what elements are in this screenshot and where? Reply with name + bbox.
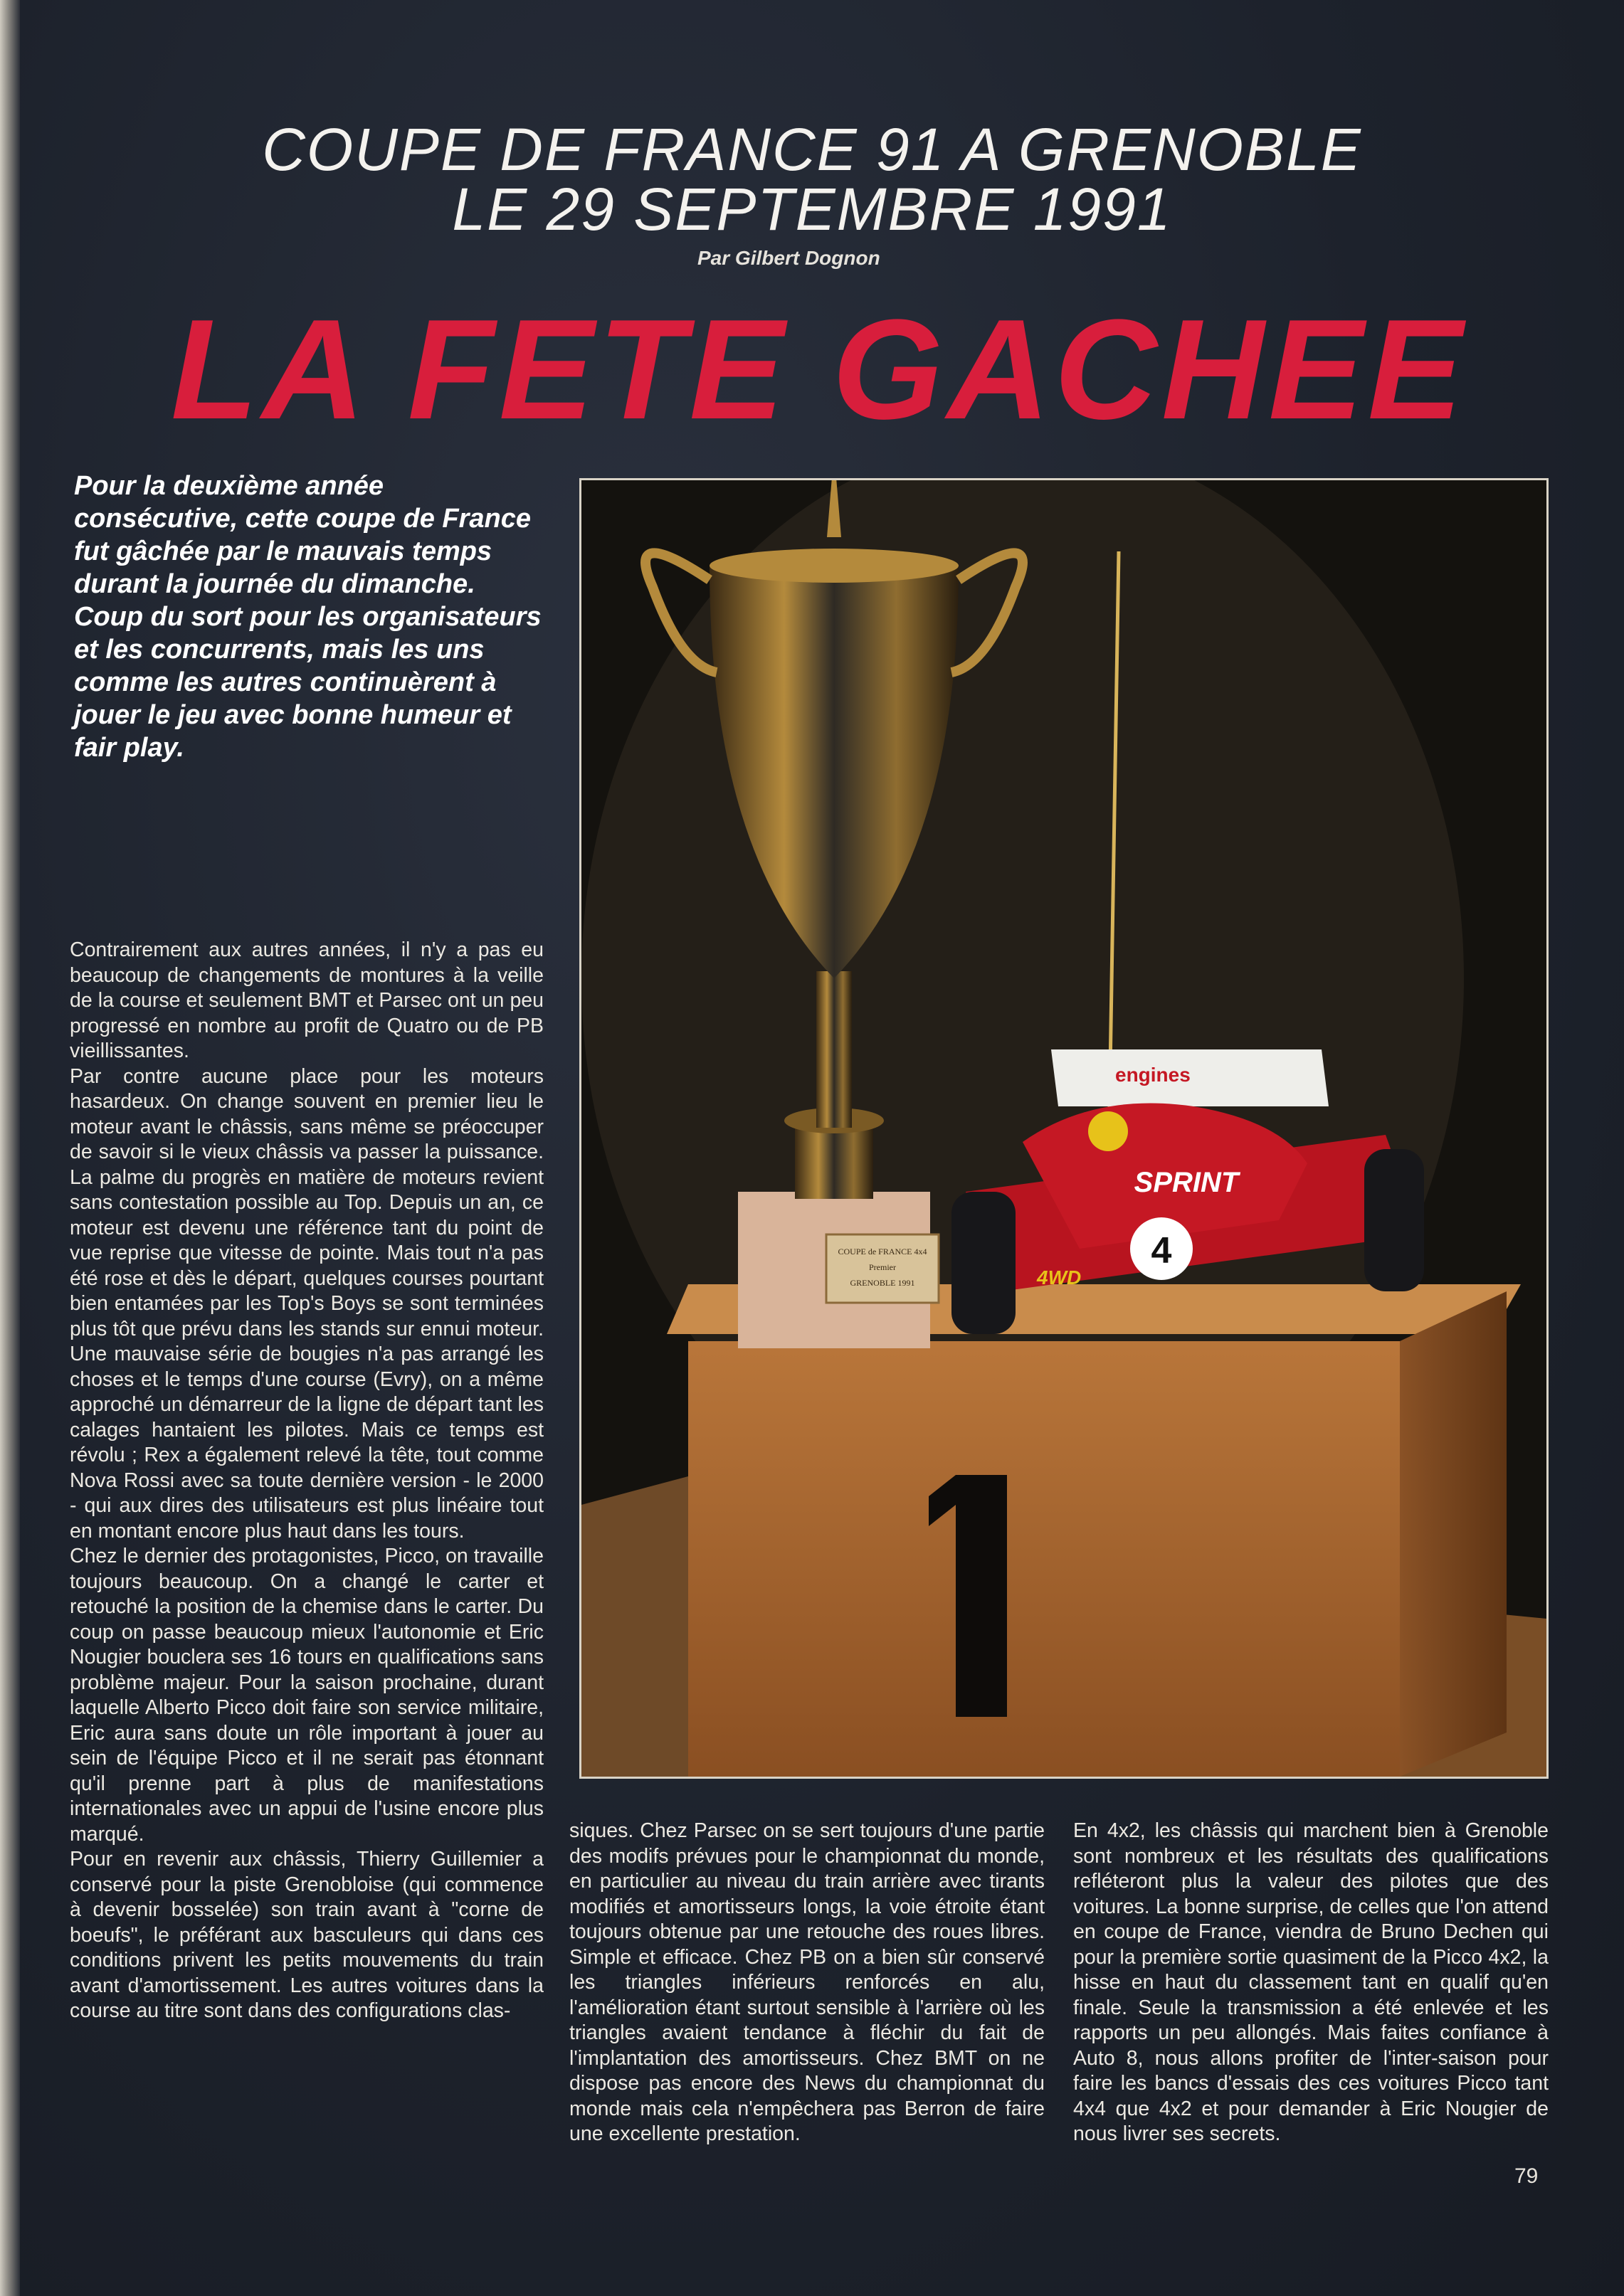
trophy-podium-illustration [581,480,1546,1777]
svg-text:GRENOBLE 1991: GRENOBLE 1991 [850,1278,915,1288]
svg-text:Premier: Premier [869,1262,896,1272]
intro-paragraph-2: Coup du sort pour les organisateurs et les concurrents, mais les uns comme les autres continuèrent à jouer le jeu avec bonne humeur et fair play. [74,602,542,763]
byline: Par Gilbert Dognon [697,247,880,269]
body-column-2 [569,1819,1045,2147]
body-paragraph: Par contre aucune place pour les moteurs hasardeux. On change souvent en premier lieu le moteur avant le châssis, sans même se préoccuper de savoir si le vieux châssis va passer la puissance. La palme du progrès en matière de moteurs revient sans contestation possible au Top. Depuis un an, ce moteur est devenu une référence tant du point de vue reprise que vitesse de pointe. Mais tout n'a pas été rose et dès le départ, quelques courses pourtant bien entamées par les Top's Boys se sont terminées plus tôt que prévu dans les stands sur ennui moteur. Une mauvaise série de bougies n'a pas arrangé les choses et le temps d'une course (Evry), on a même approché un démarreur de la ligne de départ tant les calages hantaient les pilotes. Mais ce temps est révolu ; Rex a également relevé la tête, tout comme Nova Rossi avec sa toute dernière version - le 2000 - qui aux dires des utilisateurs est plus linéaire tout en montant encore plus haut dans les tours. [70,1064,544,1543]
kicker-line-2: LE 29 SEPTEMBRE 1991 [452,176,1172,243]
body-column-3 [1073,1819,1549,2147]
intro-standfirst [74,470,551,764]
kicker-line-1: COUPE DE FRANCE 91 A GRENOBLE [262,116,1362,183]
body-paragraph: Contrairement aux autres années, il n'y a pas eu beaucoup de changements de montures à la veille de la course et seulement BMT et Parsec ont un peu progressé en nombre au profit de Quatro ou de PB vieillissantes. [70,938,544,1062]
body-paragraph: Pour en revenir aux châssis, Thierry Guillemier a conservé pour la piste Grenobloise (qui commence à devenir bosselée) son train avant à "corne de boeufs", le préférant aux basculeurs qui dans ces conditions privent les petits mouvements du train avant d'amortissement. Les autres voitures dans la course au titre sont dans des configurations clas- [70,1848,544,2022]
svg-text:COUPE de FRANCE 4x4: COUPE de FRANCE 4x4 [838,1247,927,1257]
podium-number-shape [956,1475,1007,1717]
headline: LA FETE GACHEE [171,290,1467,449]
body-column-1 [70,938,544,2024]
svg-text:4WD: 4WD [1037,1266,1082,1289]
svg-text:4: 4 [1151,1230,1172,1271]
page-binding-edge [0,0,20,2296]
trophy-photo [579,478,1549,1779]
body-paragraph: Chez le dernier des protagonistes, Picco, on travaille toujours beaucoup. On a changé le carter et retouché la position de la chemise dans le carter. Du coup on passe beaucoup mieux l'autonomie et Eric Nougier bouclera ses 16 tours en qualifications sans problème majeur. Pour la saison prochaine, durant laquelle Alberto Picco doit faire son service militaire, Eric aura sans doute un rôle important à jouer au sein de l'équipe Picco et il ne serait pas étonnant qu'il prenne part à plus de manifestations internationales avec un appui de l'usine encore plus marqué. [70,1545,544,1846]
svg-text:engines: engines [1115,1064,1191,1086]
body-paragraph: En 4x2, les châssis qui marchent bien à Grenoble sont nombreux et les résultats des qualifications refléteront plus la valeur des pilotes que des voitures. La bonne surprise, de celles que l'on attend en coupe de France, viendra de Bruno Dechen qui pour la première sortie quasiment de la Picco 4x2, la hisse en haut du classement tant en qualif qu'en finale. Seule la transmission a été enlevée et les rapports un peu allongés. Mais faites confiance à Auto 8, nous allons profiter de l'inter-saison pour faire les bancs d'essais des ces voitures Picco tant 4x4 que 4x2 et pour demander à Eric Nougier de nous livrer ses secrets. [1073,1819,1549,2145]
page-number: 79 [1514,2164,1539,2188]
svg-text:SPRINT: SPRINT [1134,1167,1239,1198]
intro-paragraph-1: Pour la deuxième année consécutive, cette coupe de France fut gâchée par le mauvais temps durant la journée du dimanche. [74,471,532,599]
body-paragraph: siques. Chez Parsec on se sert toujours d'une partie des modifs prévues pour le championnat du monde, en particulier au niveau du train arrière avec tirants modifiés et amortisseurs longs, la voie étroite étant toujours obtenue par une retouche des roues libres. Simple et efficace. Chez PB on a bien sûr conservé les triangles inférieurs renforcés en alu, l'amélioration étant surtout sensible à l'arrière où les triangles avaient tendance à fléchir du fait de l'implantation des amortisseurs. Chez BMT on ne dispose pas encore des News du championnat du monde mais cela n'empêchera pas Berron de faire une excellente prestation. [569,1819,1045,2145]
